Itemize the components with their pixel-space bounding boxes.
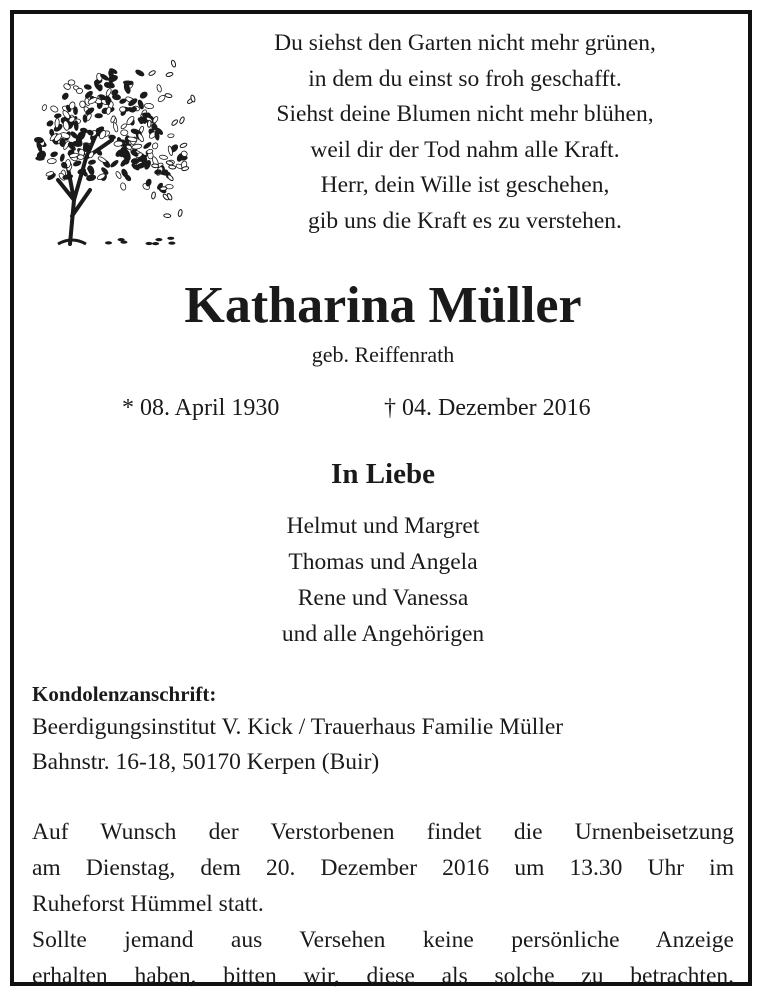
mourner-name: Thomas und Angela bbox=[288, 549, 478, 575]
mourner-name: Helmut und Margret bbox=[286, 513, 480, 539]
notice-line: Auf Wunsch der Verstorbenen findet die Urnenbeisetzung bbox=[32, 819, 734, 845]
poem-line: in dem du einst so froh geschafft. bbox=[308, 65, 622, 92]
condolence-address bbox=[32, 710, 563, 780]
mourners-list bbox=[0, 508, 766, 652]
poem-line: gib uns die Kraft es zu verstehen. bbox=[308, 207, 622, 234]
birth-date: * 08. April 1930 bbox=[122, 395, 280, 421]
poem-line: Herr, dein Wille ist geschehen, bbox=[320, 172, 610, 198]
condolence-line: Beerdigungsinstitut V. Kick / Trauerhaus Familie Müller bbox=[32, 714, 564, 740]
condolence-label: Kondolenzanschrift: bbox=[32, 682, 217, 706]
tree-icon bbox=[28, 40, 198, 248]
poem-line: weil dir der Tod nahm alle Kraft. bbox=[310, 136, 620, 163]
burial-notice bbox=[32, 814, 734, 994]
mourner-name: Rene und Vanessa bbox=[297, 585, 469, 611]
maiden-name: geb. Reiffenrath bbox=[311, 342, 455, 367]
notice-line: erhalten haben, bitten wir, diese als solche zu betrachten. bbox=[32, 963, 734, 989]
death-date: † 04. Dezember 2016 bbox=[384, 395, 591, 421]
notice-line: Sollte jemand aus Versehen keine persönliche Anzeige bbox=[32, 927, 734, 953]
notice-line: am Dienstag, dem 20. Dezember 2016 um 13.30 Uhr im bbox=[32, 855, 734, 881]
poem bbox=[195, 26, 735, 239]
deceased-name: Katharina Müller bbox=[184, 277, 582, 334]
notice-line: Ruheforst Hümmel statt. bbox=[32, 891, 264, 917]
poem-line: Siehst deine Blumen nicht mehr blühen, bbox=[276, 101, 654, 127]
mourner-name: und alle Angehörigen bbox=[281, 621, 485, 647]
poem-line: Du siehst den Garten nicht mehr grünen, bbox=[274, 30, 656, 56]
mourners-heading: In Liebe bbox=[331, 458, 435, 490]
condolence-line: Bahnstr. 16-18, 50170 Kerpen (Buir) bbox=[32, 749, 380, 775]
